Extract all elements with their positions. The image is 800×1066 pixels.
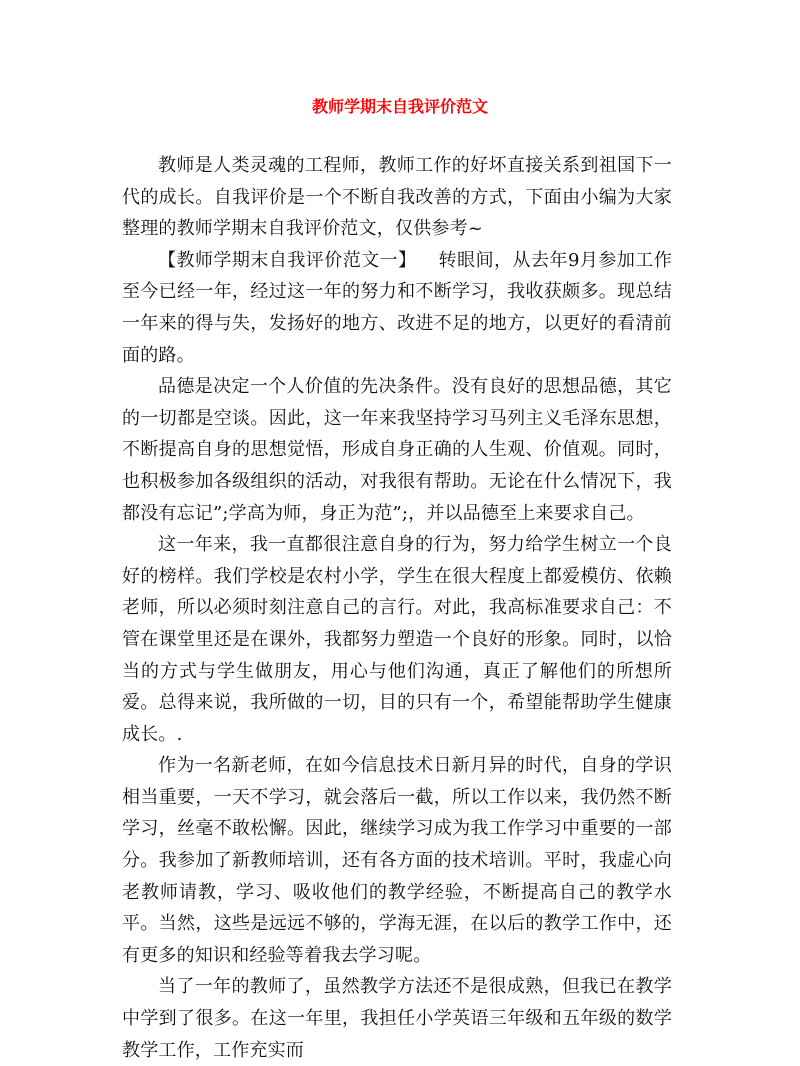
document-body (122, 150, 672, 1066)
section-first-paragraph (122, 245, 672, 371)
document-title: 教师学期末自我评价范文 (311, 97, 488, 116)
intro-paragraph: 教师是人类灵魂的工程师，教师工作的好坏直接关系到祖国下一代的成长。自我评价是一个不断自我改善的方式，下面由小编为大家整理的教师学期末自我评价范文，仅供参考~ (122, 155, 672, 240)
section-first-text: 转眼间，从去年9月参加工作至今已经一年，经过这一年的努力和不断学习，我收获颇多。现总结一年来的得与失，发扬好的地方、改进不足的地方，以更好的看清前面的路。 (122, 249, 672, 366)
morality-paragraph: 品德是决定一个人价值的先决条件。没有良好的思想品德，其它的一切都是空谈。因此，这一年来我坚持学习马列主义毛泽东思想，不断提高自身的思想觉悟，形成自身正确的人生观、价值观。同时，也积极参加各级组织的活动，对我很有帮助。无论在什么情况下，我都没有忘记”;学高为师，身正为范”;，并以品德至上来要求自己。 (122, 376, 672, 524)
learning-paragraph: 作为一名新老师，在如今信息技术日新月异的时代，自身的学识相当重要，一天不学习，就会落后一截，所以工作以来，我仍然不断学习，丝毫不敢松懈。因此，继续学习成为我工作学习中重要的一部分。我参加了新教师培训，还有各方面的技术培训。平时，我虚心向老教师请教，学习、吸收他们的教学经验，不断提高自己的教学水平。当然，这些是远远不够的，学海无涯，在以后的教学工作中，还有更多的知识和经验等着我去学习呢。 (122, 755, 672, 966)
role-model-paragraph: 这一年来，我一直都很注意自身的行为，努力给学生树立一个良好的榜样。我们学校是农村小学，学生在很大程度上都爱模仿、依赖老师，所以必须时刻注意自己的言行。对此，我高标准要求自己：不管在课堂里还是在课外，我都努力塑造一个良好的形象。同时，以恰当的方式与学生做朋友，用心与他们沟通，真正了解他们的所想所爱。总得来说，我所做的一切，目的只有一个，希望能帮助学生健康成长。. (122, 534, 672, 745)
teaching-paragraph: 当了一年的教师了，虽然教学方法还不是很成熟，但我已在教学中学到了很多。在这一年里，我担任小学英语三年级和五年级的数学教学工作，工作充实而 (122, 976, 672, 1061)
section-heading: 【教师学期末自我评价范文一】 (158, 249, 417, 271)
